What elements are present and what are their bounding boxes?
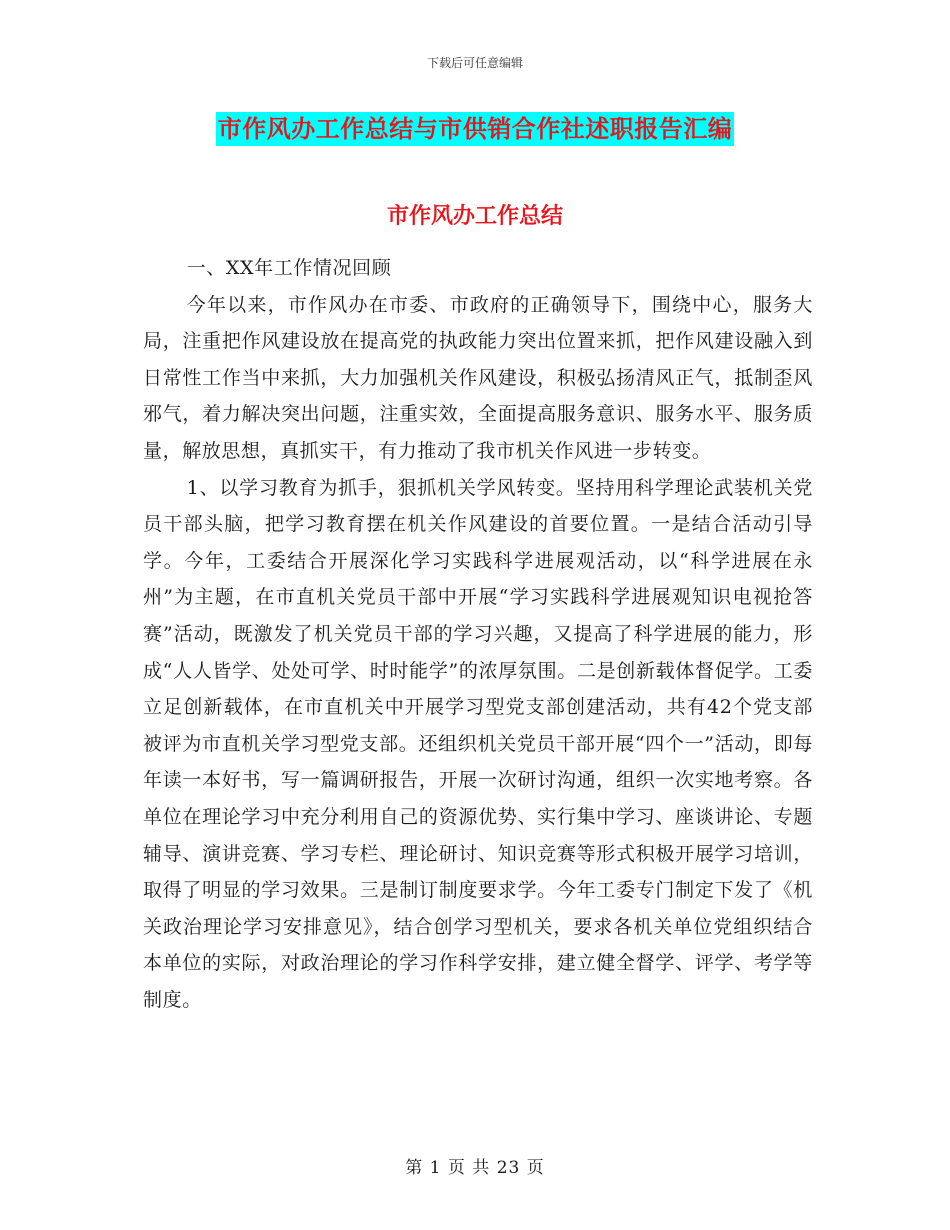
paragraph-heading: 一、XX年工作情况回顾: [186, 257, 392, 279]
section-title: 市作风办工作总结: [386, 204, 563, 229]
header-note: 下载后可任意编辑: [426, 56, 523, 70]
paragraph-study: 1、以学习教育为抓手，狠抓机关学风转变。坚持用科学理论武装机关党员干部头脑，把学习教育摆在机关作风建设的首要位置。一是结合活动引导学。今年，工委结合开展深化学习实践科学进展观活动，以“科学进展在永州”为主题，在市直机关党员干部中开展“学习实践科学进展观知识电视抢答赛”活动，既激发了机关党员干部的学习兴趣，又提高了科学进展的能力，形成“人人皆学、处处可学、时时能学”的浓厚氛围。二是创新载体督促学。工委立足创新载体，在市直机关中开展学习型党支部创建活动，共有42个党支部被评为市直机关学习型党支部。还组织机关党员干部开展“四个一”活动，即每年读一本好书，写一篇调研报告，开展一次研讨沟通，组织一次实地考察。各单位在理论学习中充分利用自己的资源优势、实行集中学习、座谈讲论、专题辅导、演讲竞赛、学习专栏、理论研讨、知识竞赛等形式积极开展学习培训，取得了明显的学习效果。三是制订制度要求学。今年工委专门制定下发了《机关政治理论学习安排意见》，结合创学习型机关，要求各机关单位党组织结合本单位的实际，对政治理论的学习作科学安排，建立健全督学、评学、考学等制度。: [143, 476, 813, 1011]
document-body: [143, 250, 813, 1018]
document-title-container: [0, 112, 950, 146]
paragraph-intro: 今年以来，市作风办在市委、市政府的正确领导下，围绕中心，服务大局，注重把作风建设放在提高党的执政能力突出位置来抓，把作风建设融入到日常性工作当中来抓，大力加强机关作风建设，积极弘扬清风正气，抵制歪风邪气，着力解决突出问题，注重实效，全面提高服务意识、服务水平、服务质量，解放思想，真抓实干，有力推动了我市机关作风进一步转变。: [143, 293, 813, 462]
page-number-footer: 第 1 页 共 23 页: [405, 1158, 545, 1178]
document-title: 市作风办工作总结与市供销合作社述职报告汇编: [216, 112, 735, 146]
